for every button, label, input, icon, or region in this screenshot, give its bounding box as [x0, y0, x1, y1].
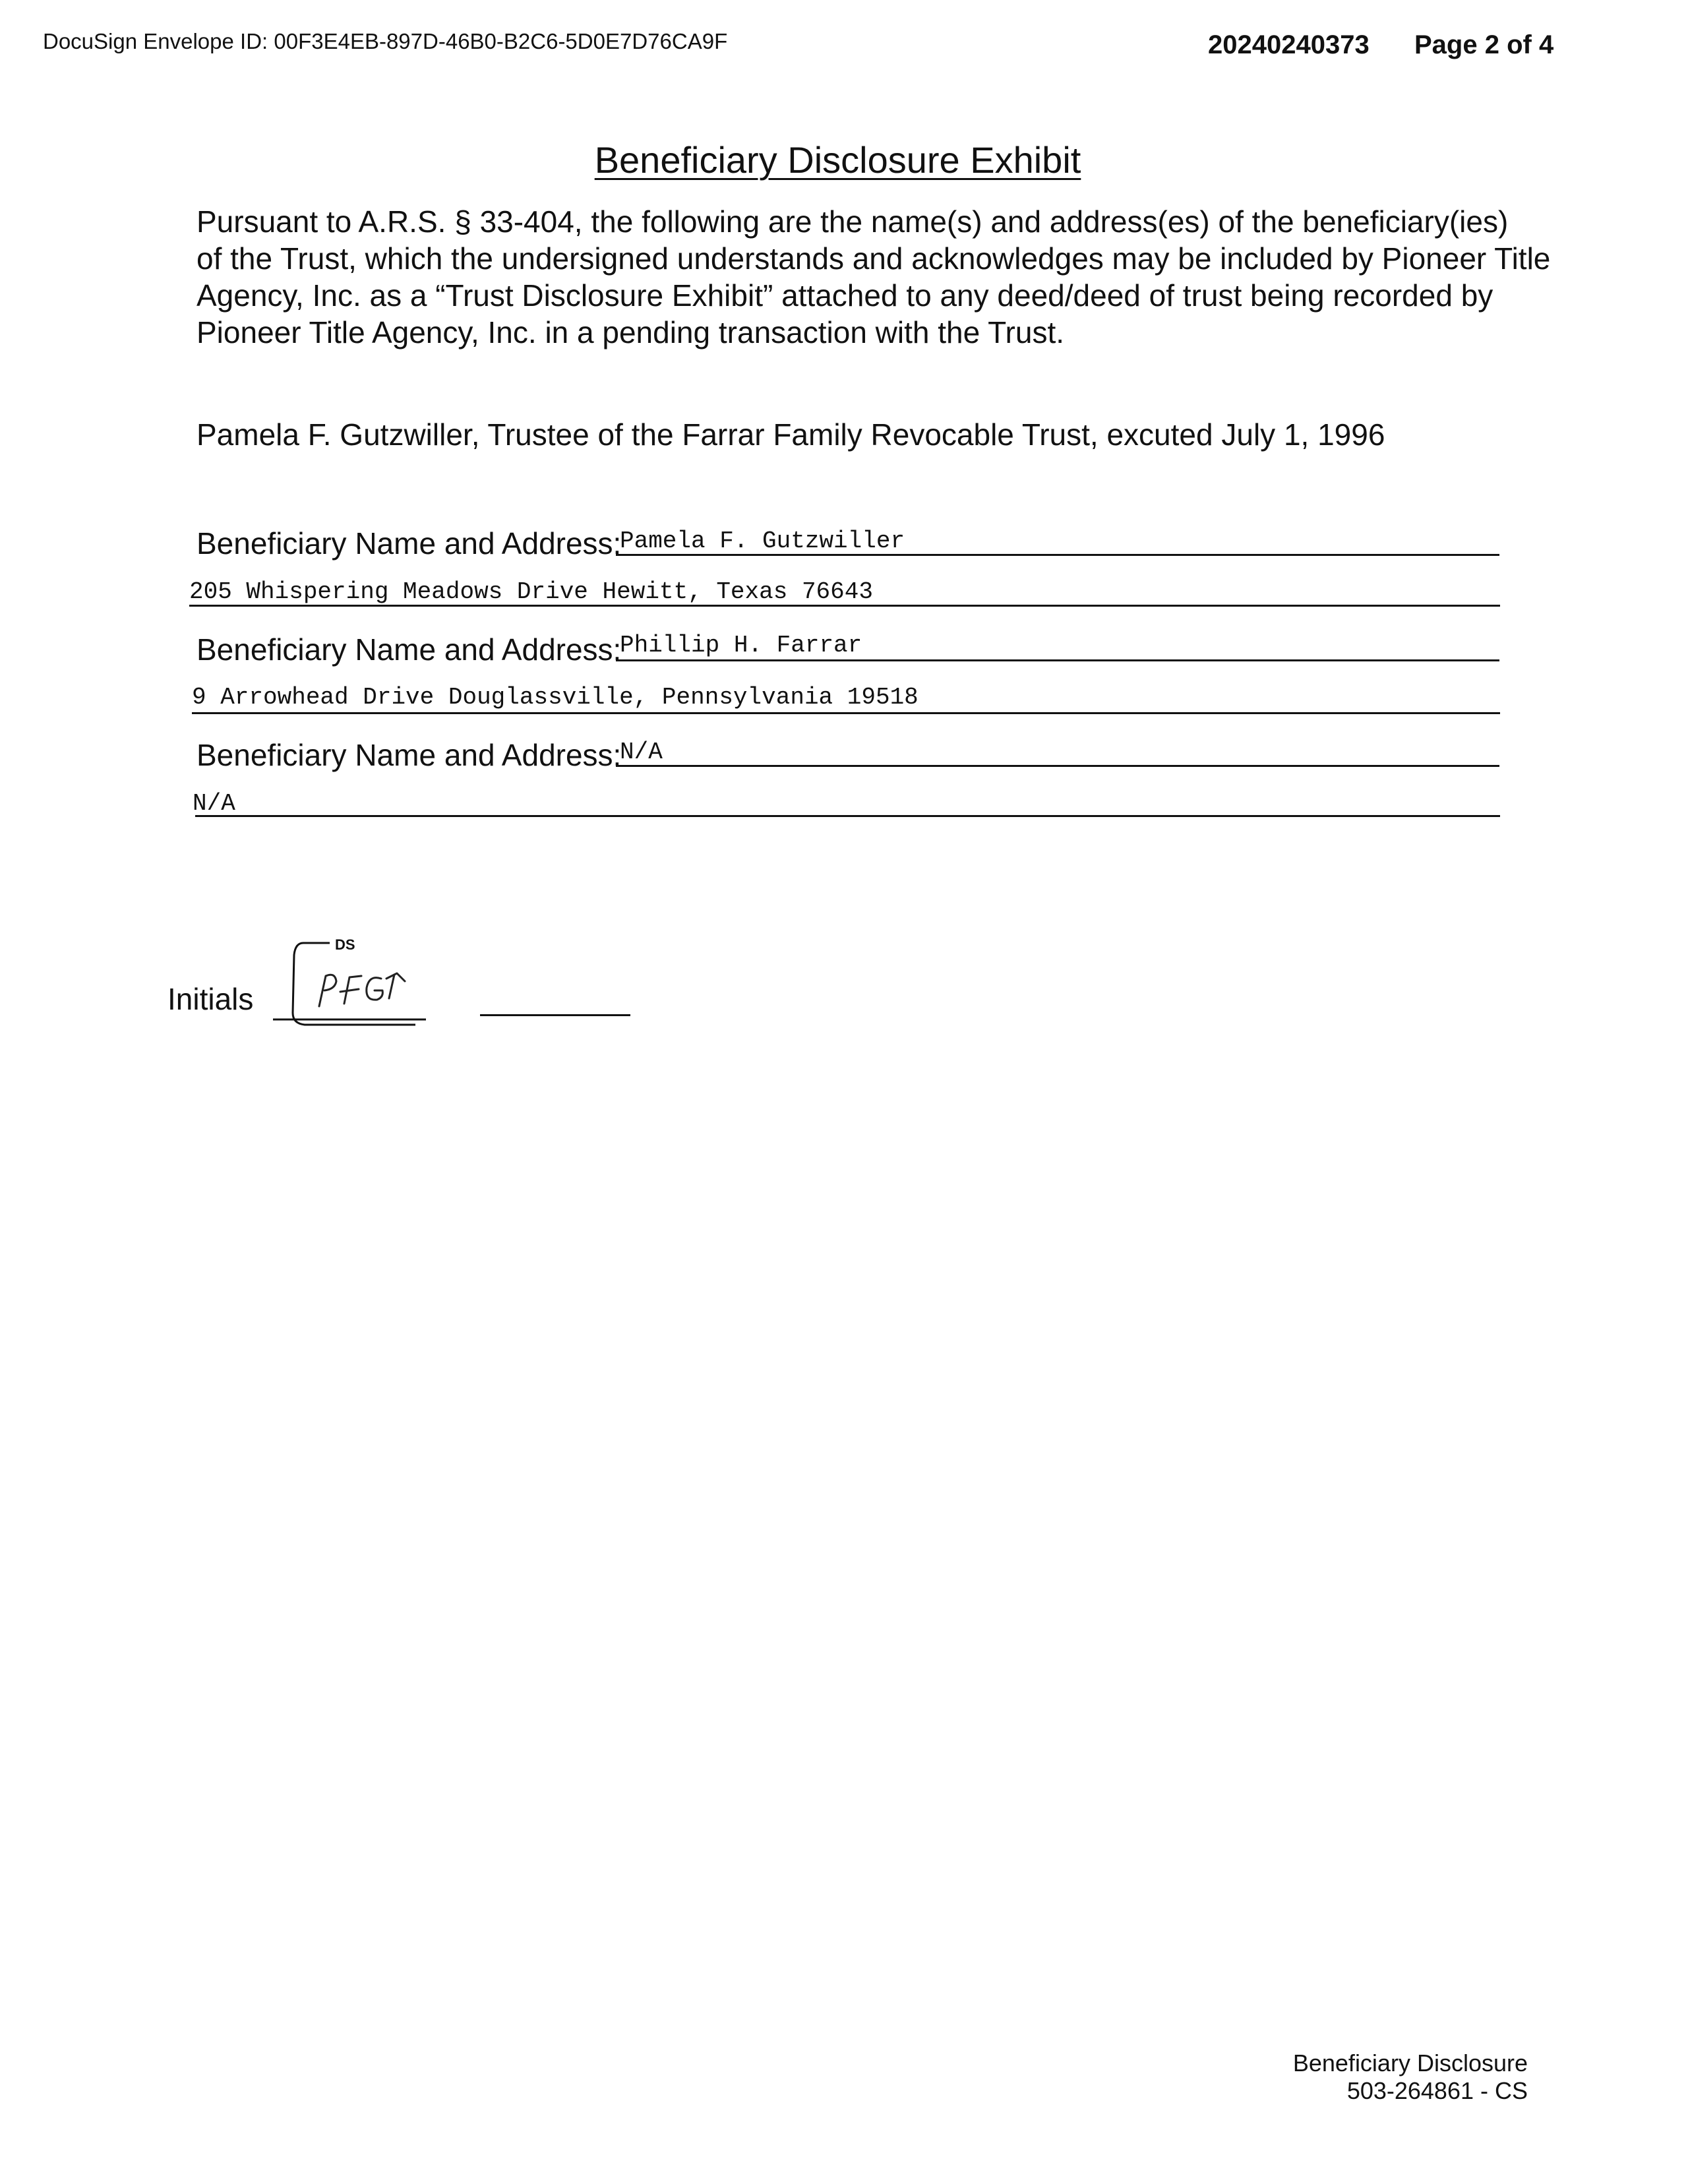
beneficiary-1-address: 205 Whispering Meadows Drive Hewitt, Texas 76643 — [189, 578, 873, 605]
beneficiary-2-name: Phillip H. Farrar — [620, 632, 862, 659]
disclosure-paragraph — [196, 203, 1551, 351]
paragraph-line: Pioneer Title Agency, Inc. in a pending transaction with the Trust. — [196, 315, 1065, 349]
beneficiary-3-label: Beneficiary Name and Address: — [196, 738, 622, 772]
beneficiary-2-name-line — [616, 659, 1499, 661]
beneficiary-1-address-line — [189, 605, 1500, 607]
paragraph-line: Pursuant to A.R.S. § 33-404, the following are the name(s) and address(es) of the beneficiary(ies) — [196, 204, 1509, 239]
initials-line-2 — [480, 1014, 630, 1016]
beneficiary-1-name-line — [616, 554, 1499, 556]
beneficiary-1-name: Pamela F. Gutzwiller — [620, 528, 905, 555]
document-number: 20240240373 — [1208, 30, 1370, 59]
beneficiary-2-address-line — [192, 712, 1500, 714]
beneficiary-3-address: N/A — [193, 790, 235, 817]
document-title: Beneficiary Disclosure Exhibit — [594, 139, 1081, 181]
handwritten-initials — [319, 973, 405, 1006]
beneficiary-3-name-line — [616, 765, 1499, 767]
stamp-tag: DS — [335, 936, 355, 953]
docusign-initials-stamp — [270, 935, 429, 1034]
beneficiary-2-label: Beneficiary Name and Address: — [196, 632, 622, 667]
footer-form-name: Beneficiary Disclosure — [1292, 2049, 1528, 2077]
envelope-id: DocuSign Envelope ID: 00F3E4EB-897D-46B0-B2C6-5D0E7D76CA9F — [43, 29, 728, 53]
trustee-statement: Pamela F. Gutzwiller, Trustee of the Farrar Family Revocable Trust, excuted July 1, 1996 — [196, 417, 1385, 452]
beneficiary-1-label: Beneficiary Name and Address: — [196, 526, 622, 561]
page-indicator: Page 2 of 4 — [1414, 30, 1554, 59]
form-footer — [1293, 2049, 1528, 2105]
footer-form-code: 503-264861 - CS — [1346, 2077, 1528, 2104]
paragraph-line: Agency, Inc. as a “Trust Disclosure Exhibit” attached to any deed/deed of trust being recorded by — [196, 278, 1493, 313]
beneficiary-2-address: 9 Arrowhead Drive Douglassville, Pennsylvania 19518 — [192, 684, 919, 711]
beneficiary-3-name: N/A — [620, 739, 663, 766]
initials-label: Initials — [167, 982, 254, 1016]
initials-stamp-graphic — [270, 935, 429, 1034]
beneficiary-3-address-line — [195, 815, 1500, 817]
paragraph-line: of the Trust, which the undersigned understands and acknowledges may be included by Pioneer Title — [196, 241, 1551, 276]
